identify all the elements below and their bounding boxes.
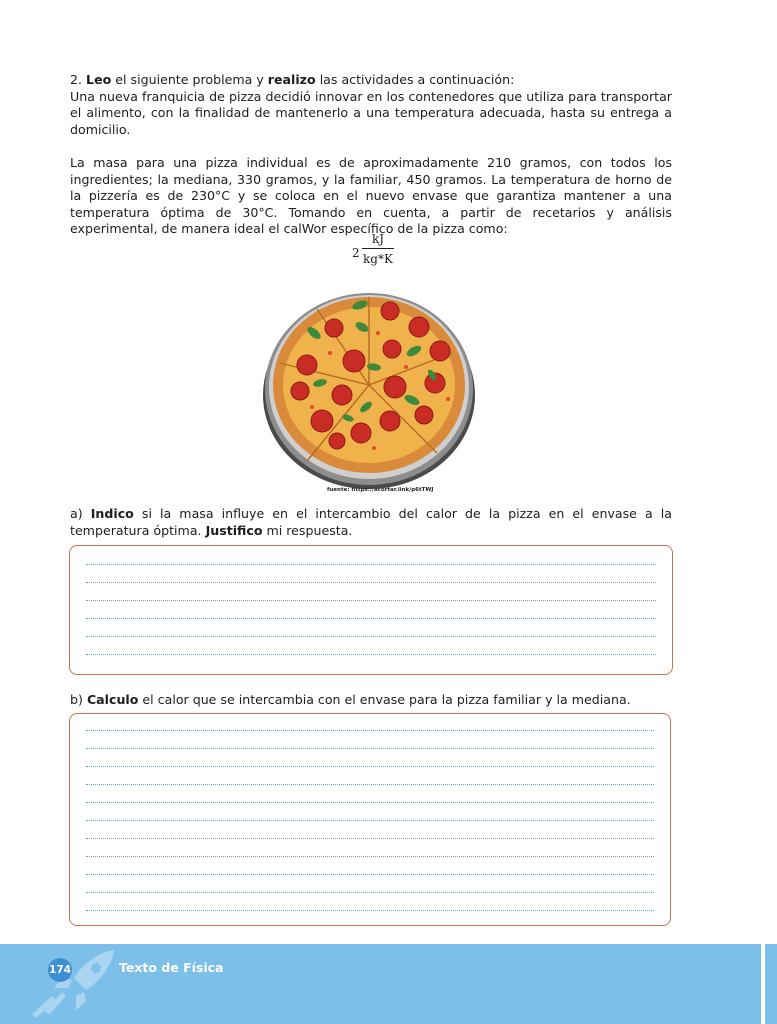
footer-edge-strip bbox=[765, 944, 777, 1024]
answer-line bbox=[86, 874, 654, 875]
answer-line bbox=[86, 766, 654, 767]
answer-line bbox=[86, 910, 654, 911]
problem-statement bbox=[70, 72, 672, 138]
answer-line bbox=[86, 582, 656, 583]
answer-box-b[interactable] bbox=[69, 713, 671, 926]
formula-denominator: kg*K bbox=[363, 252, 393, 266]
problem-number: 2. bbox=[70, 72, 83, 87]
answer-line bbox=[86, 564, 656, 565]
question-a-text-1: si la masa influye en el intercambio del calor de la pizza en el envase a la temperatura óptima. bbox=[70, 506, 672, 538]
answer-line bbox=[86, 600, 656, 601]
question-b-text-1: el calor que se intercambia con el envase para la pizza familiar y la mediana. bbox=[142, 692, 631, 707]
pizza-data-paragraph: La masa para una pizza individual es de aproximadamente 210 gramos, con todos los ingredientes; la mediana, 330 gramos, y la familiar, 450 gramos. La temperatura de horno de la pizzería es de 230°C y se coloca en el nuevo envase que garantiza mantener a una temperatura óptima de 30°C. Tomando en cuenta, a partir de recetarios y análisis experimental, de manera ideal el calWor específico de la pizza como: bbox=[70, 155, 672, 236]
problem-text-2: las actividades a continuación: bbox=[319, 72, 515, 87]
answer-box-a[interactable] bbox=[69, 545, 673, 675]
answer-line bbox=[86, 820, 654, 821]
question-a-verb-indico: Indico bbox=[90, 506, 134, 521]
answer-line bbox=[86, 856, 654, 857]
question-a-text-2: mi respuesta. bbox=[266, 522, 353, 538]
answer-line bbox=[86, 654, 656, 655]
problem-verb-realizo: realizo bbox=[267, 72, 316, 87]
question-b-verb-calculo: Calculo bbox=[86, 692, 139, 707]
page-footer bbox=[0, 944, 761, 1024]
answer-line bbox=[86, 730, 654, 731]
formula-fraction bbox=[362, 232, 394, 266]
question-b-letter: b) bbox=[70, 692, 83, 707]
formula-numerator: kJ bbox=[371, 232, 385, 246]
rocket-icon bbox=[22, 944, 132, 1024]
problem-text-1: el siguiente problema y bbox=[115, 72, 264, 87]
problem-heading bbox=[70, 72, 672, 89]
formula-coefficient: 2 bbox=[352, 246, 360, 260]
question-a-verb-justifico: Justifico bbox=[205, 522, 263, 538]
answer-line bbox=[86, 636, 656, 637]
answer-line bbox=[86, 838, 654, 839]
pizza-illustration bbox=[262, 283, 476, 491]
answer-line bbox=[86, 802, 654, 803]
question-b bbox=[70, 692, 672, 709]
answer-line bbox=[86, 618, 656, 619]
problem-body: Una nueva franquicia de pizza decidió innovar en los contenedores que utiliza para transportar el alimento, con la finalidad de mantenerlo a una temperatura adecuada, hasta su entrega a domicilio. bbox=[70, 88, 672, 137]
problem-verb-leo: Leo bbox=[86, 72, 112, 87]
image-credit: fuente: https://acortar.link/p6tTWJ bbox=[327, 487, 434, 493]
page-number-badge: 174 bbox=[48, 958, 72, 982]
answer-line bbox=[86, 784, 654, 785]
book-title: Texto de Física bbox=[119, 960, 224, 975]
fraction-bar bbox=[362, 248, 394, 249]
question-a bbox=[70, 506, 672, 539]
question-a-letter: a) bbox=[70, 506, 83, 521]
answer-line bbox=[86, 892, 654, 893]
answer-line bbox=[86, 748, 654, 749]
